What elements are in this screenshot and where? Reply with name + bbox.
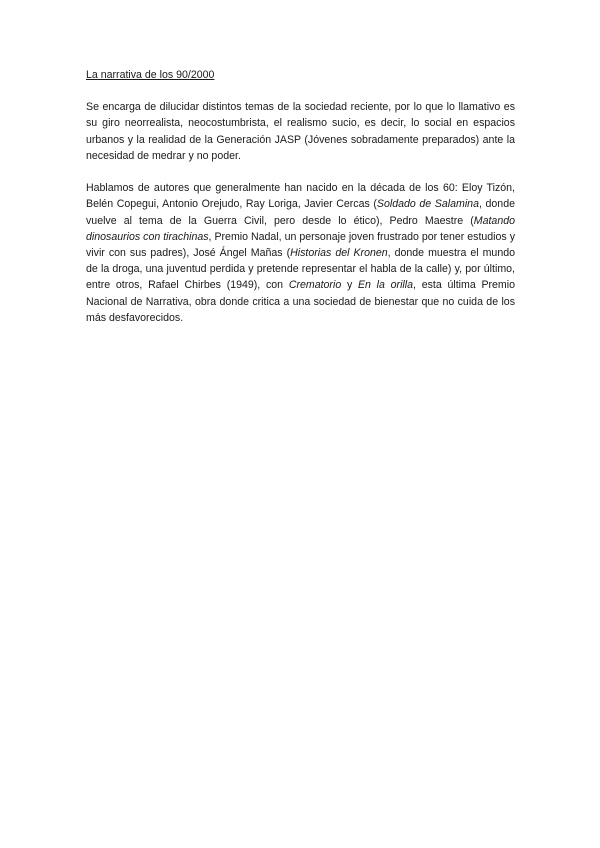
book-title: Soldado de Salamina: [376, 198, 479, 211]
book-title: Historias del Kronen: [290, 247, 388, 260]
book-title: En la orilla: [357, 279, 414, 292]
paragraph-text: Hablamos de autores que generalmente han nacido en la década de los 60: Eloy Tizón, Belén Copegui, Antonio Orejudo, Ray Loriga, Javier Cercas (: [86, 182, 515, 211]
paragraph-text: , donde vuelve al tema de la Guerra Civil, pero desde lo ético), Pedro Maestre (: [86, 198, 515, 227]
document-title: La narrativa de los 90/2000: [86, 69, 215, 81]
book-title: Matando dinosaurios con tirachinas: [86, 214, 515, 243]
document-body: [86, 67, 515, 342]
paragraph-text: , Premio Nadal, un personaje joven frustrado por tener estudios y vivir con sus padres), José Ángel Mañas (: [86, 230, 515, 260]
paragraph-authors: [86, 180, 515, 326]
book-title: Crematorio: [288, 279, 342, 292]
paragraph-text: y: [341, 279, 358, 292]
paragraph-text: , esta última Premio Nacional de Narrativa, obra donde critica a una sociedad de bienestar que no cuida de los más desfavorecidos.: [86, 279, 516, 324]
paragraph-intro: Se encarga de dilucidar distintos temas de la sociedad reciente, por lo que lo llamativo es su giro neorrealista, neocostumbrista, el realismo sucio, es decir, lo social en espacios urbanos y la realidad de la Generación JASP (Jóvenes sobradamente preparados) ante la necesidad de medrar y no poder.: [86, 101, 515, 162]
paragraph-text: , donde muestra el mundo de la droga, una juventud perdida y pretende representar el habla de la calle) y, por último, entre otros, Rafael Chirbes (1949), con: [86, 247, 515, 292]
